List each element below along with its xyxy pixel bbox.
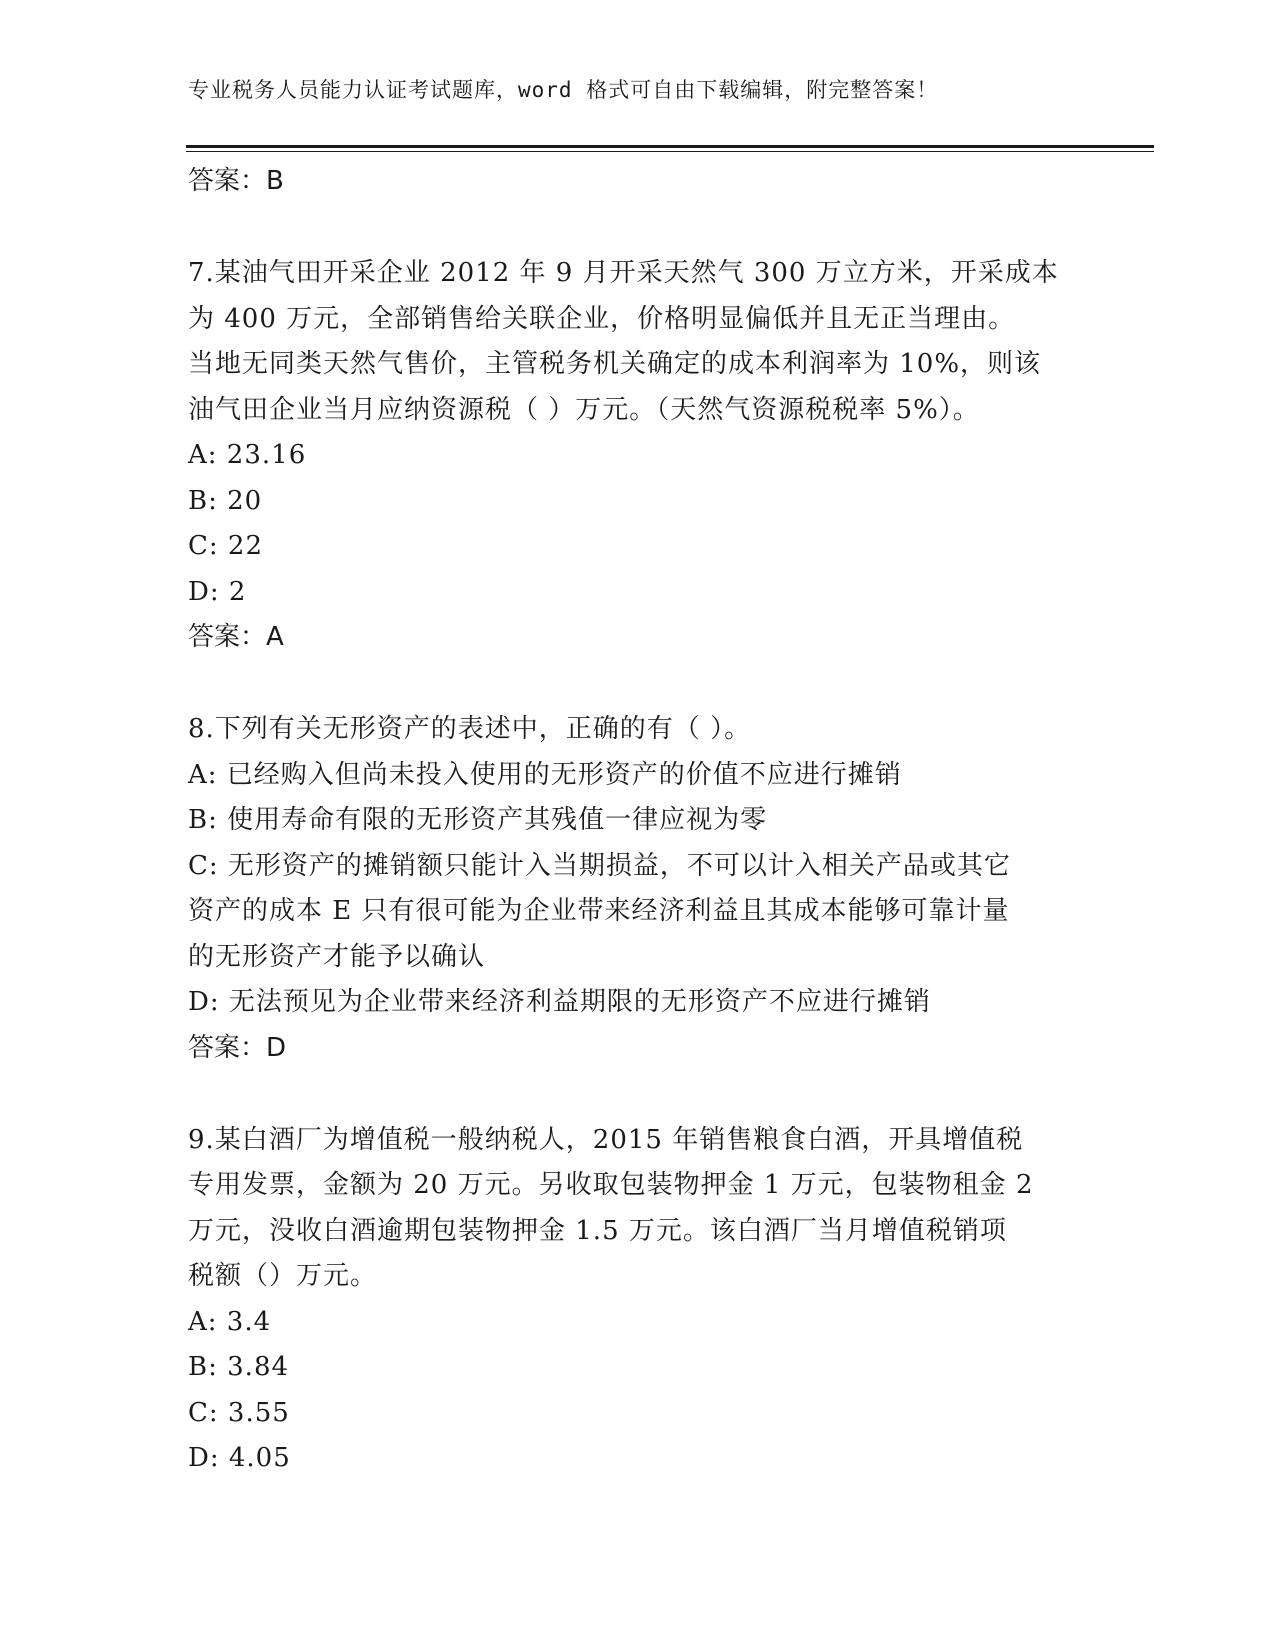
header-rule-thin <box>186 151 1154 152</box>
option-c-continued: 资产的成本 E 只有很可能为企业带来经济利益且其成本能够可靠计量 <box>188 896 1010 926</box>
answer-label: 答案：B <box>188 166 284 196</box>
option-b: B: 3.84 <box>188 1352 290 1382</box>
question-text-line: 专用发票，金额为 20 万元。另收取包装物押金 1 万元，包装物租金 2 <box>188 1170 1034 1200</box>
question-text-line: 税额（）万元。 <box>188 1261 378 1291</box>
question-text-line: 油气田企业当月应纳资源税（ ）万元。（天然气资源税税率 5%）。 <box>188 394 980 425</box>
header-rule-thick <box>186 145 1154 148</box>
question-text-line: 为 400 万元，全部销售给关联企业，价格明显偏低并且无正当理由。 <box>188 303 1016 334</box>
option-a: A: 3.4 <box>188 1306 272 1337</box>
question-text-line: 8.下列有关无形资产的表述中，正确的有（ ）。 <box>188 714 752 744</box>
spacer <box>188 204 1088 251</box>
option-d: D: 4.05 <box>188 1443 291 1473</box>
option-b: B: 20 <box>188 485 263 516</box>
question-text-line: 当地无同类天然气售价，主管税务机关确定的成本利润率为 10%，则该 <box>188 349 1042 379</box>
document-body <box>188 159 1088 1482</box>
option-c-continued: 的无形资产才能予以确认 <box>188 941 486 972</box>
question-8 <box>188 707 1088 1071</box>
spacer <box>188 1071 1088 1118</box>
question-9 <box>188 1118 1088 1482</box>
option-b: B: 使用寿命有限的无形资产其残值一律应视为零 <box>188 805 768 835</box>
spacer <box>188 660 1088 707</box>
option-c: C: 3.55 <box>188 1397 290 1428</box>
option-d: D: 2 <box>188 576 247 607</box>
answer-label: 答案：D <box>188 1032 287 1063</box>
question-text-line: 万元，没收白酒逾期包装物押金 1.5 万元。该白酒厂当月增值税销项 <box>188 1215 1007 1246</box>
question-text-line: 9.某白酒厂为增值税一般纳税人，2015 年销售粮食白酒，开具增值税 <box>188 1124 1024 1155</box>
question-text-line: 7.某油气田开采企业 2012 年 9 月开采天然气 300 万立方米，开采成本 <box>188 258 1059 288</box>
answer-label: 答案：A <box>188 622 284 652</box>
question-7 <box>188 251 1088 660</box>
option-c: C: 无形资产的摊销额只能计入当期损益，不可以计入相关产品或其它 <box>188 850 1011 881</box>
option-a: A: 已经购入但尚未投入使用的无形资产的价值不应进行摊销 <box>188 759 902 790</box>
option-d: D: 无法预见为企业带来经济利益期限的无形资产不应进行摊销 <box>188 987 931 1017</box>
page-header: 专业税务人员能力认证考试题库，word 格式可自由下载编辑，附完整答案！ <box>188 78 939 102</box>
option-a: A: 23.16 <box>188 440 307 470</box>
option-c: C: 22 <box>188 531 264 561</box>
